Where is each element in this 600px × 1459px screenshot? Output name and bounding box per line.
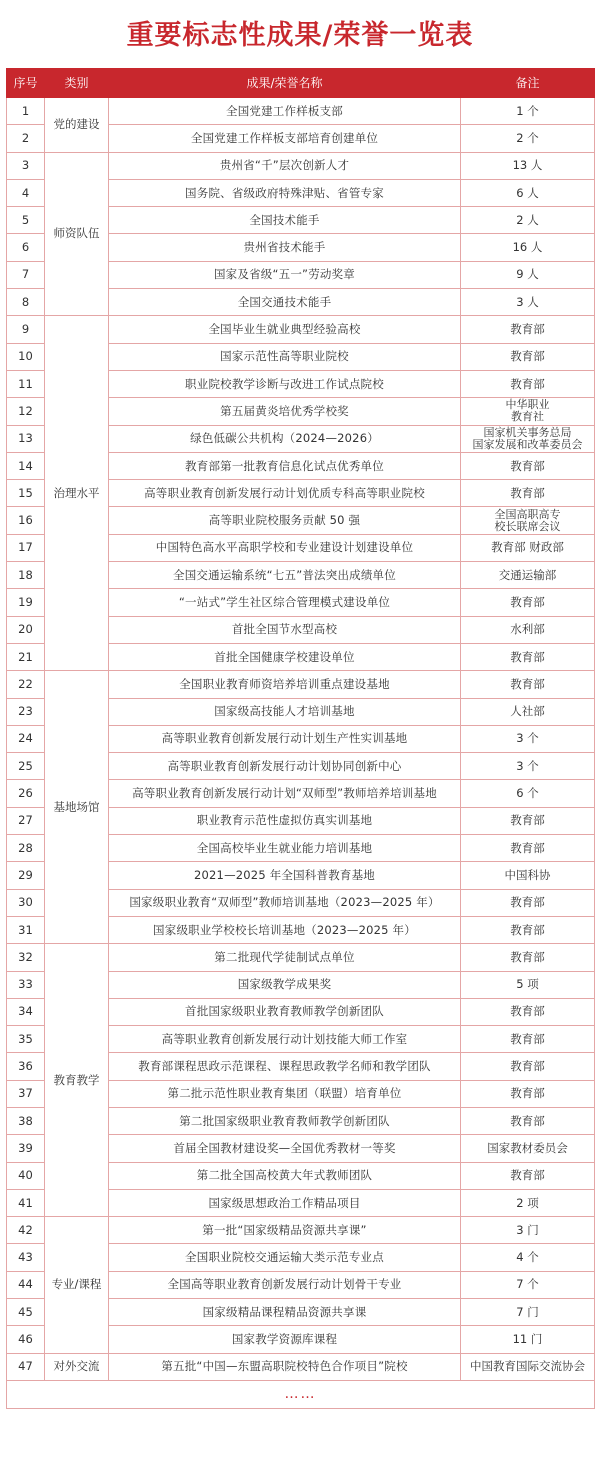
achievement-name: 国家级高技能人才培训基地 <box>109 698 461 725</box>
row-number: 18 <box>7 562 45 589</box>
achievement-name: 全国毕业生就业典型经验高校 <box>109 316 461 343</box>
row-number: 17 <box>7 534 45 561</box>
achievement-note: 教育部 <box>461 1053 595 1080</box>
category-cell: 党的建设 <box>45 98 109 153</box>
row-number: 8 <box>7 289 45 316</box>
table-row <box>7 671 595 698</box>
achievement-note: 教育部 <box>461 835 595 862</box>
achievement-name: 职业教育示范性虚拟仿真实训基地 <box>109 807 461 834</box>
table-row <box>7 316 595 343</box>
row-number: 20 <box>7 616 45 643</box>
achievement-name: 绿色低碳公共机构（2024—2026） <box>109 425 461 452</box>
table-row <box>7 1353 595 1380</box>
achievement-note: 教育部 <box>461 944 595 971</box>
achievement-note: 7 个 <box>461 1271 595 1298</box>
page-title: 重要标志性成果/荣誉一览表 <box>126 20 474 51</box>
achievement-note: 中国科协 <box>461 862 595 889</box>
row-number: 27 <box>7 807 45 834</box>
achievement-name: 全国交通技术能手 <box>109 289 461 316</box>
table-body <box>7 98 595 1381</box>
achievement-note: 国家机关事务总局 国家发展和改革委员会 <box>461 425 595 452</box>
achievement-name: 国家级精品课程精品资源共享课 <box>109 1299 461 1326</box>
row-number: 21 <box>7 643 45 670</box>
row-number: 28 <box>7 835 45 862</box>
row-number: 26 <box>7 780 45 807</box>
achievement-name: 第一批“国家级精品资源共享课” <box>109 1217 461 1244</box>
achievement-name: 首届全国教材建设奖—全国优秀教材一等奖 <box>109 1135 461 1162</box>
achievement-note: 2 项 <box>461 1189 595 1216</box>
achievement-note: 教育部 <box>461 589 595 616</box>
table-row <box>7 152 595 179</box>
row-number: 47 <box>7 1353 45 1380</box>
achievement-name: 高等职业教育创新发展行动计划协同创新中心 <box>109 753 461 780</box>
achievement-name: 国家教学资源库课程 <box>109 1326 461 1353</box>
category-cell: 基地场馆 <box>45 671 109 944</box>
achievement-note: 教育部 <box>461 370 595 397</box>
achievement-name: 第二批现代学徒制试点单位 <box>109 944 461 971</box>
category-cell: 治理水平 <box>45 316 109 671</box>
row-number: 11 <box>7 370 45 397</box>
row-number: 16 <box>7 507 45 534</box>
row-number: 15 <box>7 480 45 507</box>
category-cell: 师资队伍 <box>45 152 109 316</box>
row-number: 4 <box>7 179 45 206</box>
row-number: 30 <box>7 889 45 916</box>
row-number: 1 <box>7 98 45 125</box>
row-number: 40 <box>7 1162 45 1189</box>
achievement-note: 中华职业 教育社 <box>461 398 595 425</box>
category-cell: 教育教学 <box>45 944 109 1217</box>
achievement-name: 高等职业院校服务贡献 50 强 <box>109 507 461 534</box>
row-number: 23 <box>7 698 45 725</box>
achievement-name: 第二批示范性职业教育集团（联盟）培育单位 <box>109 1080 461 1107</box>
achievement-name: 2021—2025 年全国科普教育基地 <box>109 862 461 889</box>
row-number: 46 <box>7 1326 45 1353</box>
achievement-name: 高等职业教育创新发展行动计划生产性实训基地 <box>109 725 461 752</box>
achievement-name: 首批国家级职业教育教师教学创新团队 <box>109 998 461 1025</box>
achievement-note: 教育部 <box>461 1080 595 1107</box>
achievement-note: 3 个 <box>461 725 595 752</box>
achievement-note: 6 个 <box>461 780 595 807</box>
row-number: 35 <box>7 1026 45 1053</box>
achievement-name: 教育部课程思政示范课程、课程思政教学名师和教学团队 <box>109 1053 461 1080</box>
header-category: 类别 <box>45 69 109 98</box>
row-number: 32 <box>7 944 45 971</box>
row-number: 31 <box>7 916 45 943</box>
achievement-note: 教育部 财政部 <box>461 534 595 561</box>
row-number: 2 <box>7 125 45 152</box>
achievement-note: 交通运输部 <box>461 562 595 589</box>
achievement-name: 首批全国节水型高校 <box>109 616 461 643</box>
achievement-note: 中国教育国际交流协会 <box>461 1353 595 1380</box>
row-number: 34 <box>7 998 45 1025</box>
ellipsis-row <box>7 1380 595 1408</box>
row-number: 29 <box>7 862 45 889</box>
row-number: 37 <box>7 1080 45 1107</box>
row-number: 3 <box>7 152 45 179</box>
achievement-name: 全国职业教育师资培养培训重点建设基地 <box>109 671 461 698</box>
achievement-note: 教育部 <box>461 916 595 943</box>
category-cell: 对外交流 <box>45 1353 109 1380</box>
achievement-note: 教育部 <box>461 316 595 343</box>
achievement-note: 教育部 <box>461 643 595 670</box>
row-number: 42 <box>7 1217 45 1244</box>
achievement-name: 高等职业教育创新发展行动计划“双师型”教师培养培训基地 <box>109 780 461 807</box>
achievement-note: 教育部 <box>461 452 595 479</box>
achievement-note: 16 人 <box>461 234 595 261</box>
achievement-note: 教育部 <box>461 998 595 1025</box>
achievement-name: 首批全国健康学校建设单位 <box>109 643 461 670</box>
row-number: 19 <box>7 589 45 616</box>
achievement-note: 水利部 <box>461 616 595 643</box>
achievement-note: 教育部 <box>461 807 595 834</box>
achievement-name: 全国高校毕业生就业能力培训基地 <box>109 835 461 862</box>
achievement-name: 教育部第一批教育信息化试点优秀单位 <box>109 452 461 479</box>
achievement-note: 2 人 <box>461 207 595 234</box>
achievement-note: 教育部 <box>461 343 595 370</box>
achievement-note: 教育部 <box>461 1107 595 1134</box>
row-number: 6 <box>7 234 45 261</box>
row-number: 14 <box>7 452 45 479</box>
row-number: 33 <box>7 971 45 998</box>
achievement-name: 全国高等职业教育创新发展行动计划骨干专业 <box>109 1271 461 1298</box>
achievement-name: 国家示范性高等职业院校 <box>109 343 461 370</box>
achievement-note: 1 个 <box>461 98 595 125</box>
achievement-name: 国务院、省级政府特殊津贴、省管专家 <box>109 179 461 206</box>
achievement-note: 教育部 <box>461 480 595 507</box>
row-number: 41 <box>7 1189 45 1216</box>
achievement-name: 国家级职业学校校长培训基地（2023—2025 年） <box>109 916 461 943</box>
achievement-note: 2 个 <box>461 125 595 152</box>
achievement-note: 全国高职高专 校长联席会议 <box>461 507 595 534</box>
ellipsis-text: …… <box>284 1385 317 1402</box>
achievement-name: 国家及省级“五一”劳动奖章 <box>109 261 461 288</box>
row-number: 24 <box>7 725 45 752</box>
achievement-name: 第五批“中国—东盟高职院校特色合作项目”院校 <box>109 1353 461 1380</box>
achievement-name: 全国技术能手 <box>109 207 461 234</box>
achievement-note: 教育部 <box>461 671 595 698</box>
category-cell: 专业/课程 <box>45 1217 109 1353</box>
achievement-table <box>6 68 595 1409</box>
achievement-name: 职业院校教学诊断与改进工作试点院校 <box>109 370 461 397</box>
achievement-name: 全国党建工作样板支部 <box>109 98 461 125</box>
achievement-name: 国家级教学成果奖 <box>109 971 461 998</box>
achievement-note: 人社部 <box>461 698 595 725</box>
achievement-note: 4 个 <box>461 1244 595 1271</box>
achievement-note: 13 人 <box>461 152 595 179</box>
row-number: 9 <box>7 316 45 343</box>
achievement-note: 9 人 <box>461 261 595 288</box>
achievement-name: 第五届黄炎培优秀学校奖 <box>109 398 461 425</box>
achievement-note: 6 人 <box>461 179 595 206</box>
header-name: 成果/荣誉名称 <box>109 69 461 98</box>
row-number: 43 <box>7 1244 45 1271</box>
achievement-note: 教育部 <box>461 889 595 916</box>
ellipsis-cell <box>7 1380 595 1408</box>
achievement-note: 11 门 <box>461 1326 595 1353</box>
achievement-name: 高等职业教育创新发展行动计划优质专科高等职业院校 <box>109 480 461 507</box>
achievement-note: 国家教材委员会 <box>461 1135 595 1162</box>
achievement-name: “一站式”学生社区综合管理模式建设单位 <box>109 589 461 616</box>
achievement-note: 5 项 <box>461 971 595 998</box>
achievement-name: 全国党建工作样板支部培育创建单位 <box>109 125 461 152</box>
achievement-name: 全国交通运输系统“七五”普法突出成绩单位 <box>109 562 461 589</box>
achievement-name: 高等职业教育创新发展行动计划技能大师工作室 <box>109 1026 461 1053</box>
achievement-name: 中国特色高水平高职学校和专业建设计划建设单位 <box>109 534 461 561</box>
achievement-name: 贵州省“千”层次创新人才 <box>109 152 461 179</box>
header-no: 序号 <box>7 69 45 98</box>
table-row <box>7 1217 595 1244</box>
row-number: 5 <box>7 207 45 234</box>
row-number: 7 <box>7 261 45 288</box>
row-number: 39 <box>7 1135 45 1162</box>
achievement-name: 全国职业院校交通运输大类示范专业点 <box>109 1244 461 1271</box>
table-row <box>7 944 595 971</box>
achievement-name: 国家级职业教育“双师型”教师培训基地（2023—2025 年） <box>109 889 461 916</box>
row-number: 38 <box>7 1107 45 1134</box>
header-note: 备注 <box>461 69 595 98</box>
row-number: 10 <box>7 343 45 370</box>
achievement-note: 3 门 <box>461 1217 595 1244</box>
achievement-note: 3 人 <box>461 289 595 316</box>
table-row <box>7 98 595 125</box>
row-number: 25 <box>7 753 45 780</box>
row-number: 36 <box>7 1053 45 1080</box>
row-number: 13 <box>7 425 45 452</box>
row-number: 12 <box>7 398 45 425</box>
row-number: 45 <box>7 1299 45 1326</box>
achievement-note: 教育部 <box>461 1162 595 1189</box>
achievement-note: 3 个 <box>461 753 595 780</box>
table-header-row <box>7 69 595 98</box>
row-number: 44 <box>7 1271 45 1298</box>
achievement-name: 贵州省技术能手 <box>109 234 461 261</box>
achievement-name: 第二批国家级职业教育教师教学创新团队 <box>109 1107 461 1134</box>
achievement-name: 国家级思想政治工作精品项目 <box>109 1189 461 1216</box>
achievement-name: 第二批全国高校黄大年式教师团队 <box>109 1162 461 1189</box>
achievement-note: 教育部 <box>461 1026 595 1053</box>
row-number: 22 <box>7 671 45 698</box>
achievement-note: 7 门 <box>461 1299 595 1326</box>
